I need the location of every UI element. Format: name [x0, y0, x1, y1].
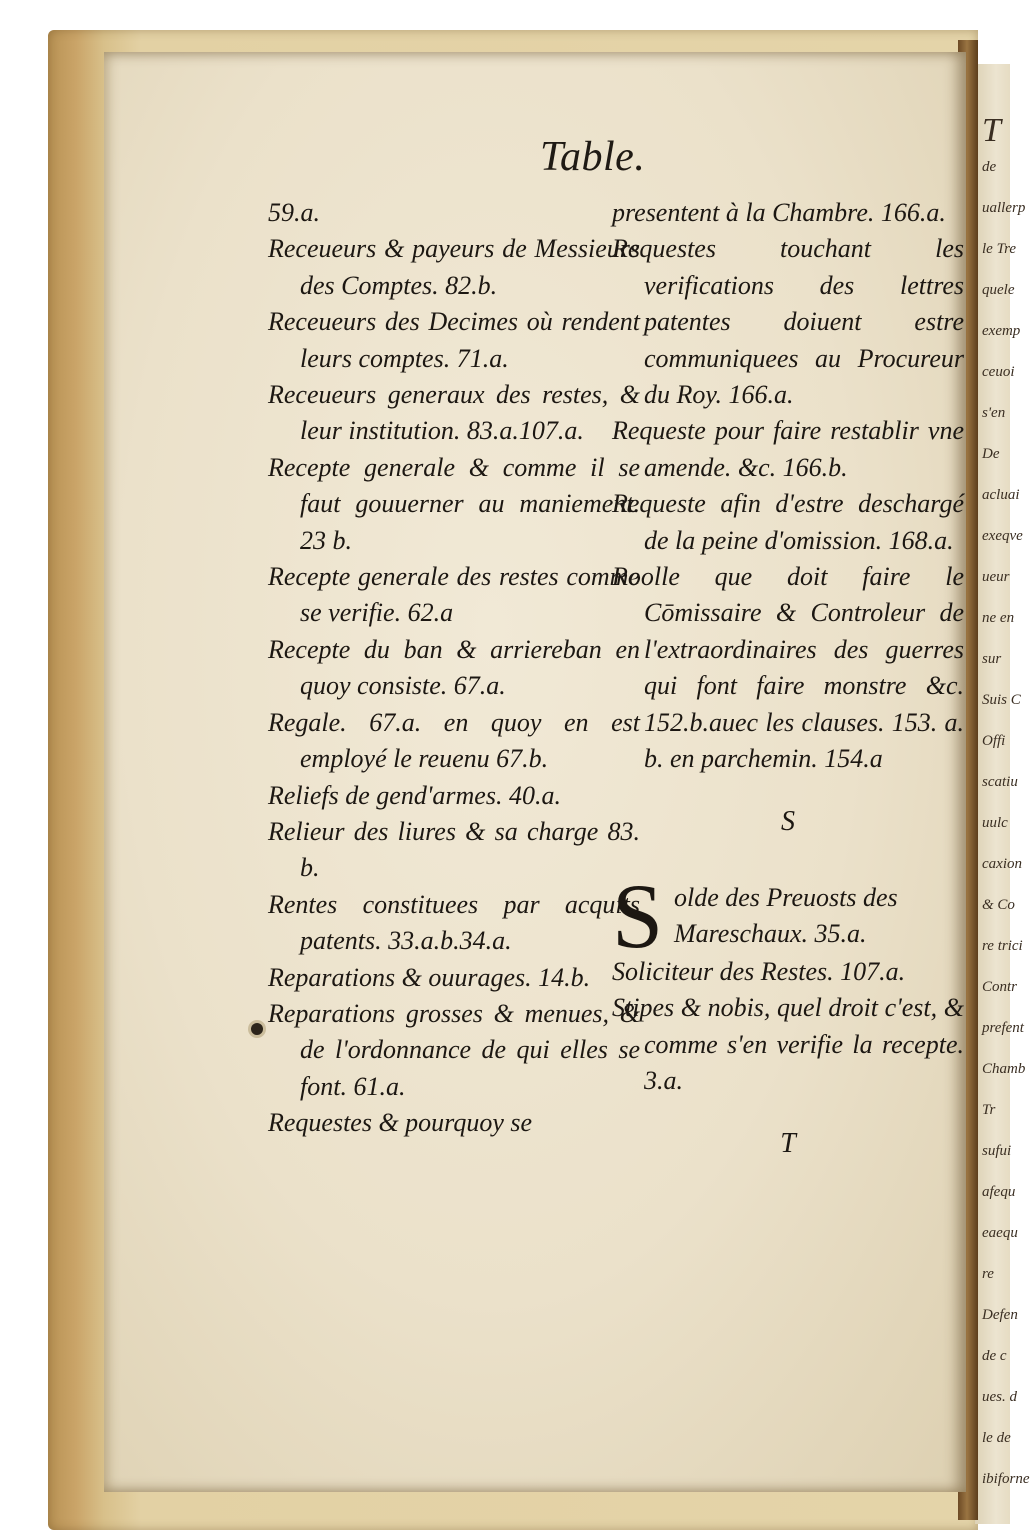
facing-page-fragment: ceuoi — [982, 364, 1015, 380]
facing-page-fragment: afequ — [982, 1184, 1016, 1200]
index-entry: Recepte du ban & arriereban en quoy consiste. 67.a. — [268, 634, 640, 701]
index-entry: Requestes & pourquoy se — [268, 1108, 533, 1138]
index-entry: Reparations & ouurages. 14.b. — [268, 962, 591, 992]
index-entry: Relieur des liures & sa charge 83. b. — [268, 816, 640, 883]
index-entry: Reparations grosses & menues, & de l'ordonnance de qui elles se font. 61.a. — [268, 998, 640, 1101]
facing-page-fragment: re — [982, 1266, 994, 1282]
running-head: Table. — [540, 134, 646, 180]
index-entry: Reliefs de gend'armes. 40.a. — [268, 780, 561, 810]
index-column-right — [612, 195, 964, 1202]
index-entry: Receueurs & payeurs de Messieurs des Comptes. 82.b. — [268, 234, 640, 300]
index-entry: Stipes & nobis, quel droit c'est, & comme s'en verifie la recepte. 3.a. — [612, 993, 964, 1096]
facing-page-fragment: prefent — [982, 1020, 1024, 1036]
facing-page-fragment: scatiu — [982, 774, 1018, 790]
index-entry: Recepte generale des restes comme se verifie. 62.a — [268, 562, 640, 628]
index-entry: Receueurs generaux des restes, & leur institution. 83.a.107.a. — [268, 380, 640, 446]
section-letter-t: T — [780, 1127, 796, 1159]
facing-page-fragment: le de — [982, 1430, 1011, 1446]
facing-page-fragment: quele — [982, 282, 1015, 298]
facing-page-fragment: ues. d — [982, 1389, 1017, 1405]
facing-page-fragment: Tr — [982, 1102, 996, 1118]
facing-page-fragment: sur — [982, 651, 1002, 667]
index-entry: Roolle que doit faire le Cōmissaire & Controleur de l'extraordinaires des guerres qui font faire monstre &c. 152.b.auec les clauses. 153. a. b. en parchemin. 154.a — [612, 562, 964, 774]
facing-page-fragment: exeqve — [982, 528, 1023, 544]
index-entry-text: olde des Preuosts des Mareschaux. 35.a. — [674, 882, 898, 949]
facing-page-fragment: le Tre — [982, 241, 1017, 257]
facing-page-fragment: eaequ — [982, 1225, 1018, 1241]
continuation-ref: presentent à la Chambre. 166.a. — [612, 198, 946, 227]
facing-page-fragment: ueur — [982, 569, 1010, 585]
section-letter-s: S — [781, 805, 795, 837]
index-entry: Recepte generale & comme il se faut gouuerner au maniement. 23 b. — [268, 452, 640, 555]
facing-page-fragment: Contr — [982, 979, 1018, 995]
index-entry-dropcap — [612, 864, 964, 967]
index-entry: Soliciteur des Restes. 107.a. — [612, 956, 906, 986]
index-entry: Requestes touchant les verifications des lettres patentes doiuent estre communiquees au Procureur du Roy. 166.a. — [612, 234, 964, 410]
facing-page-fragment: ne en — [982, 610, 1015, 626]
index-column-left — [268, 195, 640, 1142]
facing-page-fragment: Defen — [982, 1307, 1018, 1323]
facing-page-fragment: acluai — [982, 487, 1020, 503]
facing-page-fragment: ibiforne — [982, 1471, 1030, 1487]
facing-page-fragment: re trici — [982, 938, 1023, 954]
facing-page-fragment: Suis C — [982, 692, 1021, 708]
facing-page-fragment: s'en — [982, 405, 1006, 421]
continuation-ref: 59.a. — [268, 198, 320, 227]
index-entry: Receueurs des Decimes où rendent leurs comptes. 71.a. — [268, 307, 640, 373]
facing-page-fragment: de — [982, 159, 997, 175]
facing-page-fragment: de c — [982, 1348, 1007, 1364]
index-entry: Requeste afin d'estre deschargé de la peine d'omission. 168.a. — [612, 489, 964, 555]
facing-page-fragment: uallerp — [982, 200, 1026, 216]
facing-page-fragment: sufui — [982, 1143, 1012, 1159]
facing-page-fragment: & Co — [982, 897, 1015, 913]
facing-page-fragment: exemp — [982, 323, 1021, 339]
facing-page-fragment: uulc — [982, 815, 1008, 831]
facing-page-fragment: T — [982, 112, 1001, 149]
index-entry: Requeste pour faire restablir vne amende. &c. 166.b. — [612, 416, 964, 482]
binding-hole — [251, 1023, 263, 1035]
index-entry: Regale. 67.a. en quoy en est employé le reuenu 67.b. — [268, 707, 640, 774]
drop-cap: S — [612, 864, 664, 967]
index-entry: Rentes constituees par acquits patents. 33.a.b.34.a. — [268, 889, 640, 956]
facing-page-fragment: De — [982, 446, 1000, 462]
facing-page-fragment: Offi — [982, 733, 1006, 749]
facing-page-fragment: Chamb — [982, 1061, 1026, 1077]
facing-page-fragment: caxion — [982, 856, 1022, 872]
